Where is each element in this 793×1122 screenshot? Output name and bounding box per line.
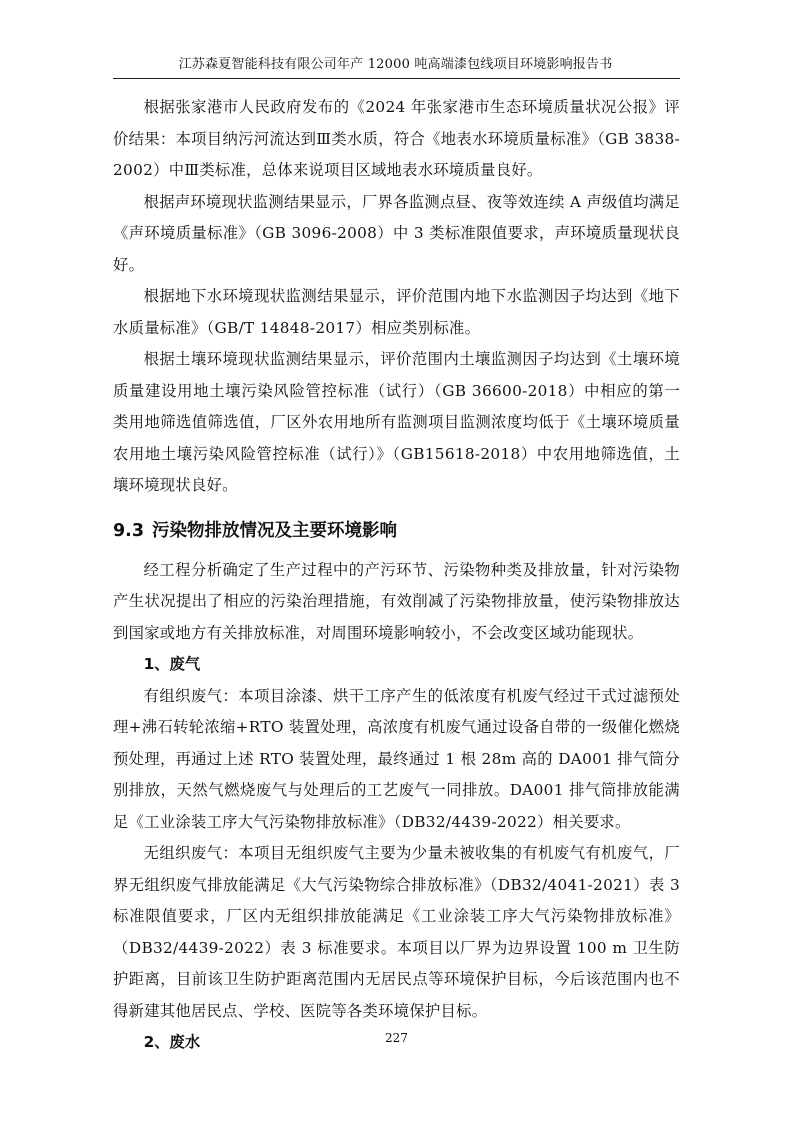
subheading-waste-water: 2、废水: [143, 1033, 201, 1051]
section-title: 污染物排放情况及主要环境影响: [152, 520, 398, 541]
paragraph-groundwater: 根据地下水环境现状监测结果显示，评价范围内地下水监测因子均达到《地下水质量标准》（GB/T 14848-2017）相应类别标准。: [113, 287, 680, 337]
paragraph-fugitive-gas: 无组织废气：本项目无组织废气主要为少量未被收集的有机废气有机废气，厂界无组织废气排放能满足《大气污染物综合排放标准》（DB32/4041-2021）表 3 标准限值要求，厂区内无组织排放能满足《工业涂装工序大气污染物排放标准》（DB32/4439-2022）表 3 标准要求。本项目以厂界为边界设置 100 m 卫生防护距离，目前该卫生防护距离范围内无居民点等环境保护目标，今后该范围内也不得新建其他居民点、学校、医院等各类环境保护目标。: [113, 844, 680, 1020]
page-number: 227: [385, 1031, 408, 1045]
section-number: 9.3: [113, 520, 145, 541]
section-intro: 经工程分析确定了生产过程中的产污环节、污染物种类及排放量，针对污染物产生状况提出了相应的污染治理措施，有效削减了污染物排放量，使污染物排放达到国家或地方有关排放标准，对周围环境影响较小，不会改变区域功能现状。: [113, 560, 680, 642]
running-header: 江苏森夏智能科技有限公司年产 12000 吨高端漆包线项目环境影响报告书: [178, 57, 613, 72]
paragraph-soil: 根据土壤环境现状监测结果显示，评价范围内土壤监测因子均达到《土壤环境质量建设用地土壤污染风险管控标准（试行）（GB 36600-2018）中相应的第一类用地筛选值筛选值，厂区外农用地所有监测项目监测浓度均低于《土壤环境质量 农用地土壤污染风险管控标准（试行）》（GB15618-2018）中农用地筛选值，土壤环境现状良好。: [113, 350, 680, 494]
paragraph-surface-water: 根据张家港市人民政府发布的《2024 年张家港市生态环境质量状况公报》评价结果：本项目纳污河流达到Ⅲ类水质，符合《地表水环境质量标准》（GB 3838-2002）中Ⅲ类标准，总体来说项目区域地表水环境质量良好。: [113, 98, 680, 179]
header-divider: [113, 78, 680, 79]
page-body: [113, 92, 680, 1059]
section-heading: [113, 516, 680, 546]
subheading-waste-gas: 1、废气: [143, 655, 201, 673]
paragraph-noise: 根据声环境现状监测结果显示，厂界各监测点昼、夜等效连续 A 声级值均满足《声环境质量标准》（GB 3096-2008）中 3 类标准限值要求，声环境质量现状良好。: [113, 192, 680, 274]
paragraph-organized-gas: 有组织废气：本项目涂漆、烘干工序产生的低浓度有机废气经过干式过滤预处理+沸石转轮浓缩+RTO 装置处理，高浓度有机废气通过设备自带的一级催化燃烧预处理，再通过上述 RTO 装置处理，最终通过 1 根 28m 高的 DA001 排气筒分别排放，天然气燃烧废气与处理后的工艺废气一同排放。DA001 排气筒排放能满足《工业涂装工序大气污染物排放标准》（DB32/4439-2022）相关要求。: [113, 686, 680, 831]
